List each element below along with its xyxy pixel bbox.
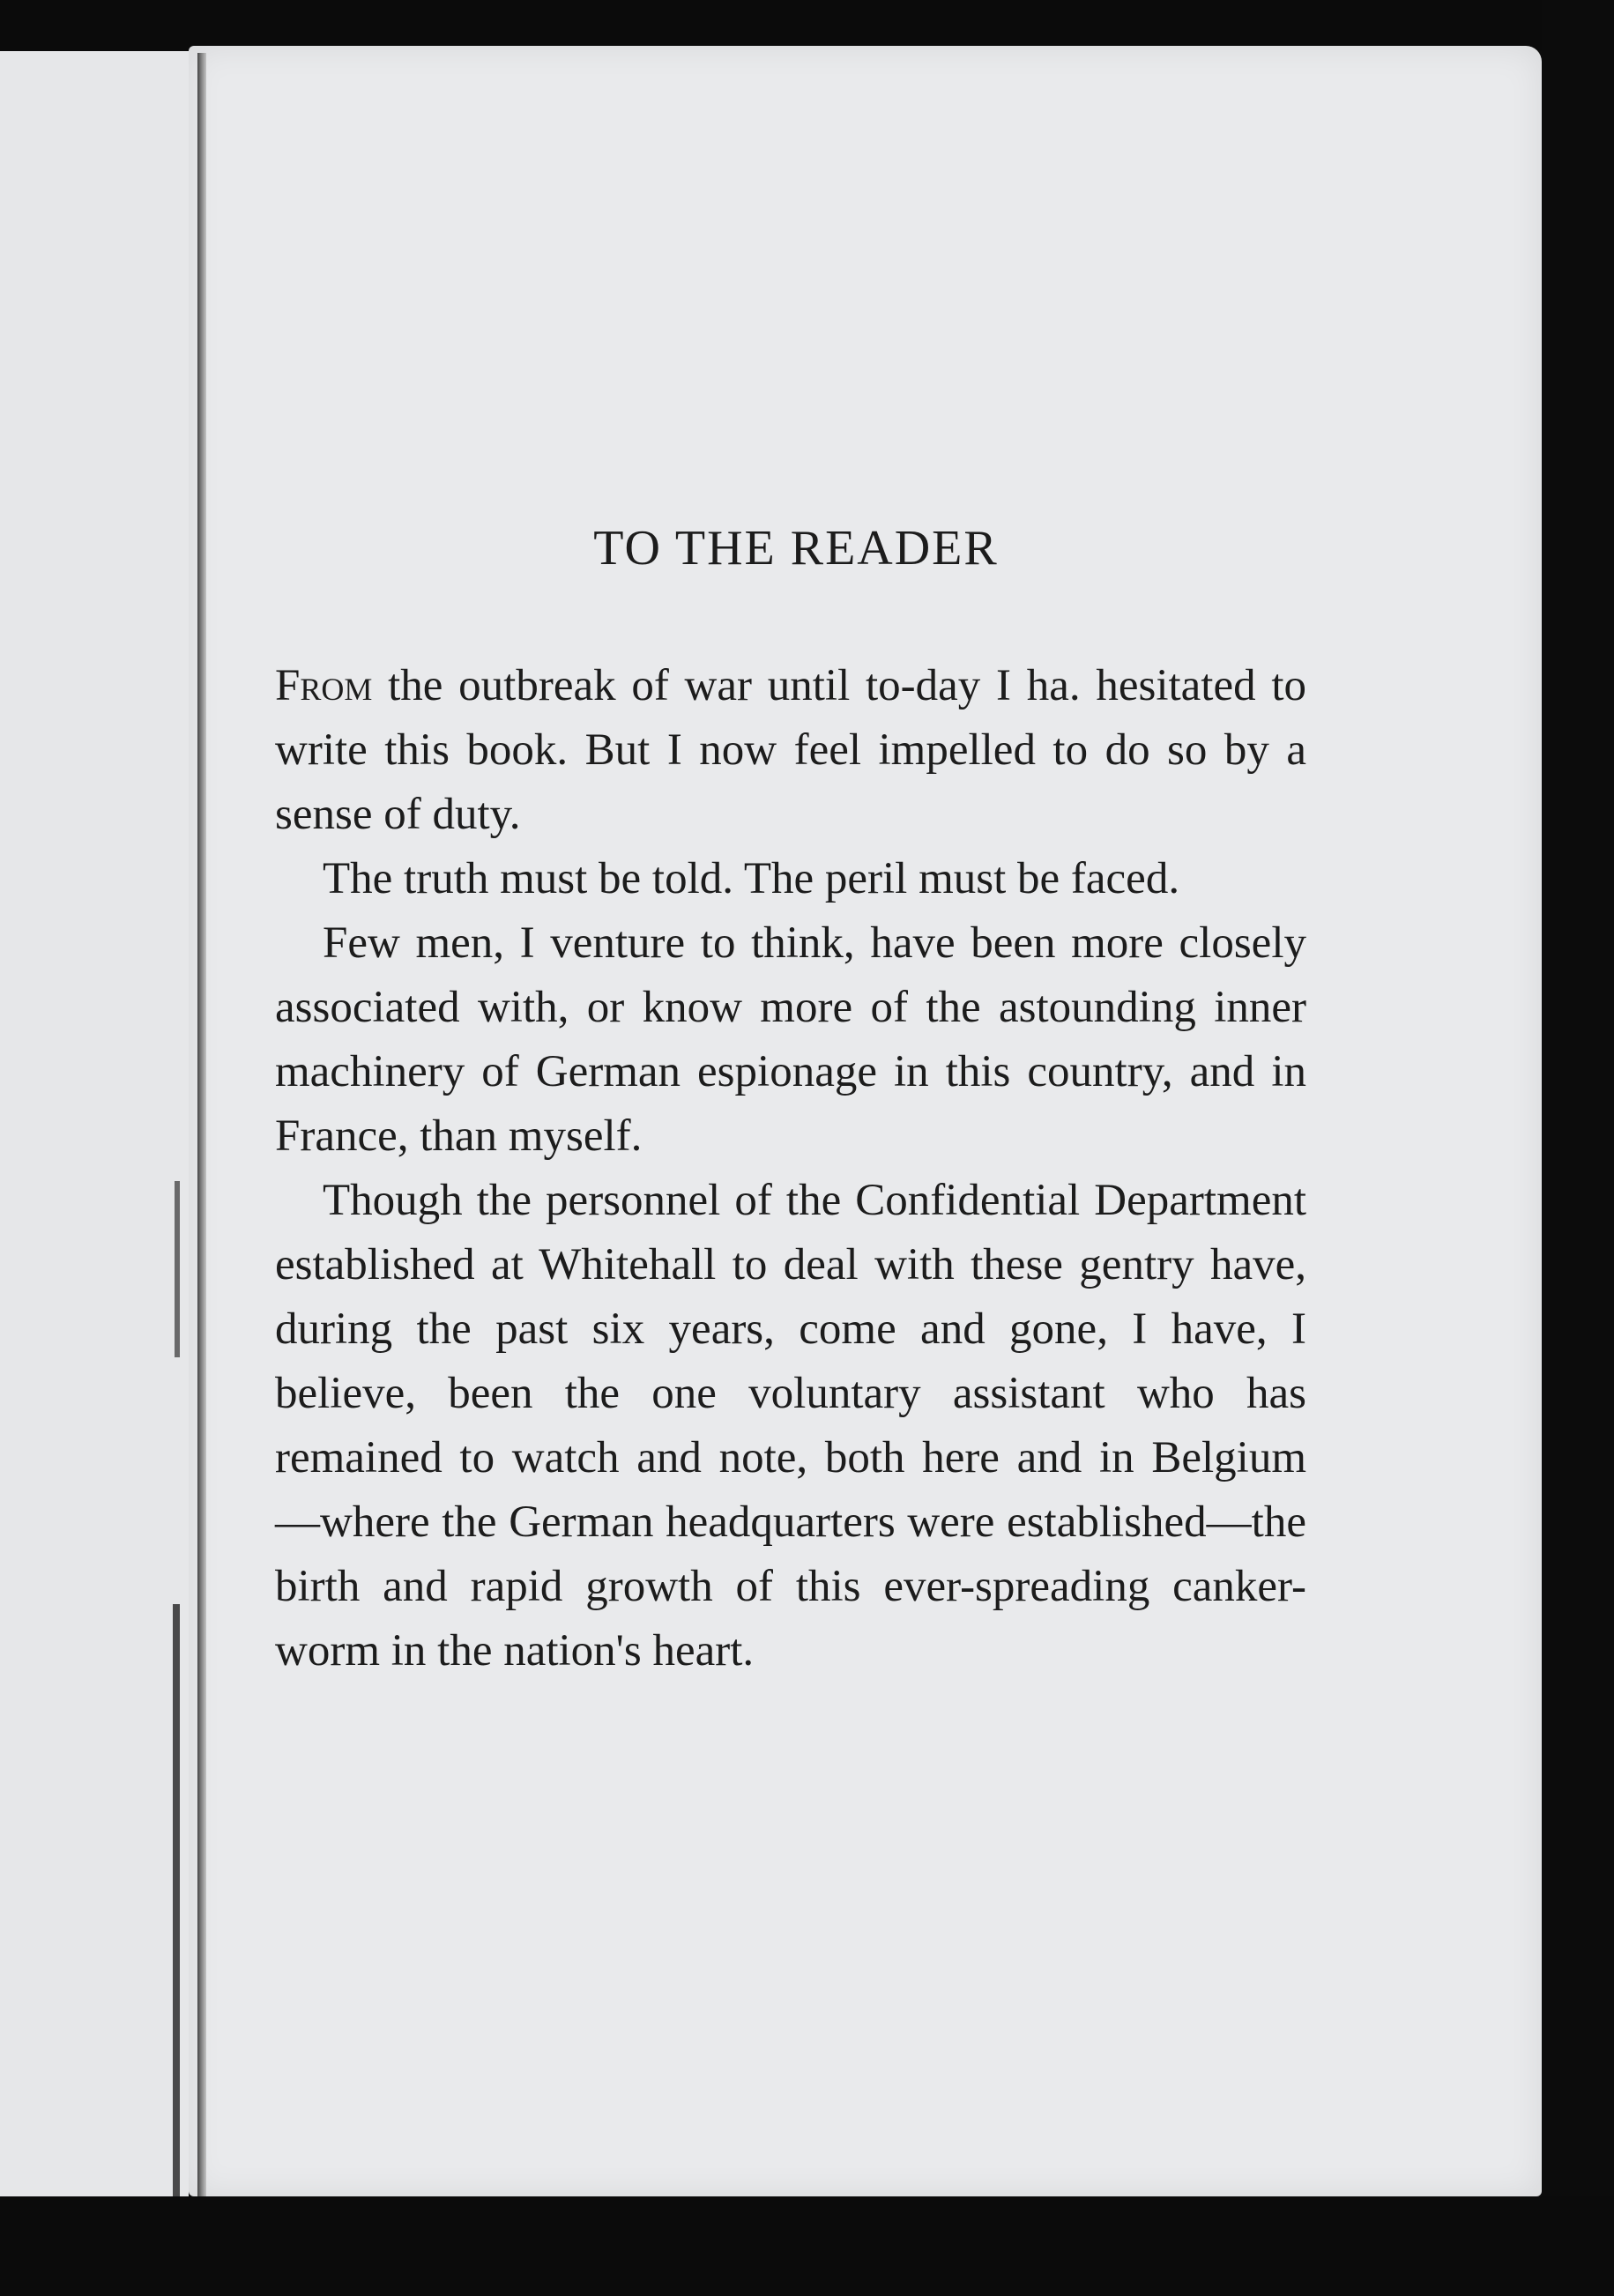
- paragraph-text: the outbreak of war until to-day I ha. hesitated to write this book. But I now feel impelled to do so by a sense of duty.: [275, 661, 1306, 839]
- page-title: TO THE READER: [593, 521, 999, 576]
- paragraph-text: The truth must be told. The peril must be faced.: [323, 854, 1180, 903]
- book-gutter-shadow: [197, 53, 206, 2203]
- page-text-block: [275, 520, 1306, 1683]
- paragraph-text: Though the personnel of the Confidential Department established at Whitehall to deal with these gentry have, during the past six years, come and gone, I have, I believe, been the one voluntary assistant who has remained to watch and note, both here and in Belgium —where the German headquarters were established—the birth and rapid growth of this ever-spreading canker-worm in the nation's heart.: [275, 1176, 1306, 1676]
- paragraph-3: [275, 911, 1306, 1169]
- paragraph-4: [275, 1169, 1306, 1683]
- book-gutter-mark: [175, 1181, 180, 1357]
- scan-border-top: [0, 0, 1614, 51]
- scan-border-right: [1542, 0, 1614, 2296]
- paragraph-1: [275, 654, 1306, 847]
- paragraph-text: Few men, I venture to think, have been more closely associated with, or know more of the astounding inner machinery of German espionage in this country, and in France, than myself.: [275, 918, 1306, 1161]
- facing-page-margin: [0, 51, 189, 2206]
- paragraph-2: [275, 847, 1306, 911]
- paragraph-lead-word: From: [275, 661, 373, 710]
- scan-border-bottom: [0, 2196, 1614, 2296]
- book-gutter-mark: [173, 1604, 180, 2203]
